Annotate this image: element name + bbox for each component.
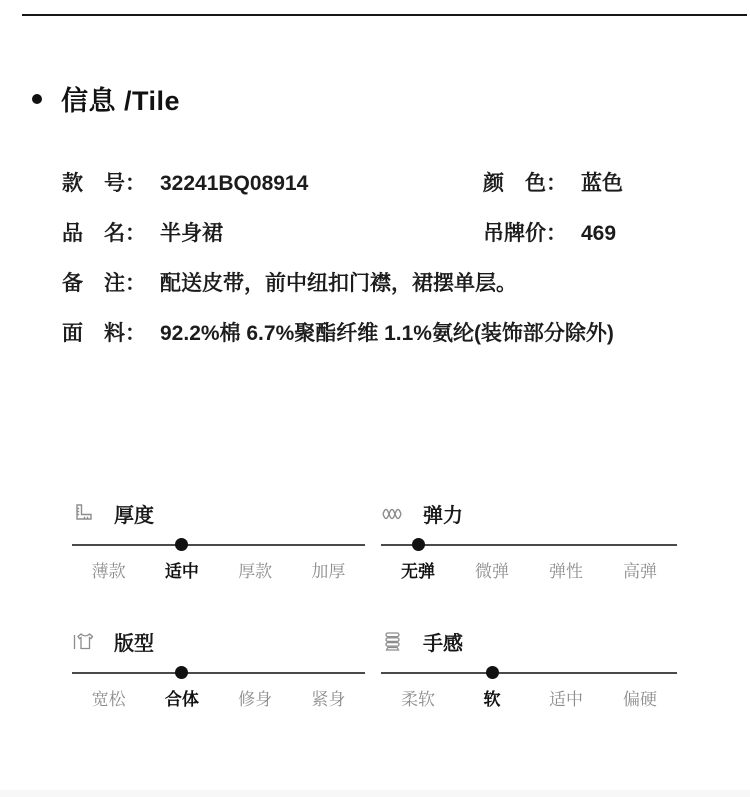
scale-option: 柔软 [401,690,435,709]
scale-indicator-dot [175,538,188,551]
remarks-value: 配送皮带，前中纽扣门襟，裙摆单层。 [160,272,517,295]
scale-option: 修身 [238,690,273,709]
attribute-title: 厚度 [114,504,154,527]
attribute-title: 弹力 [423,504,463,527]
bullet-icon [32,94,42,104]
field-row-color [483,170,623,198]
field-row-remarks [62,270,730,298]
scale-option: 高弹 [623,562,657,581]
fabric-value: 92.2%棉 6.7%聚酯纤维 1.1%氨纶(装饰部分除外) [160,322,614,345]
attribute-section-thickness [72,501,365,582]
tag-price-value: 469 [581,222,617,245]
scale-option: 加厚 [311,562,346,581]
scale-option: 合体 [164,690,199,709]
product-fields [62,170,730,370]
scale-option: 弹性 [549,562,583,581]
attribute-header [381,501,677,525]
bottom-edge-strip [0,790,750,797]
ruler-square-icon [72,502,94,524]
attribute-scales [72,501,677,710]
tshirt-icon [72,630,94,652]
field-label-product-name: 品 名： [62,222,146,245]
attribute-header [72,501,365,525]
scale-option: 适中 [164,562,199,581]
attribute-section-fit [72,629,365,710]
scale-indicator-dot [175,666,188,679]
scale-option: 适中 [549,690,583,709]
field-label-color: 颜 色： [483,172,567,195]
attribute-header [381,629,677,653]
attribute-title: 手感 [423,632,463,655]
field-label-remarks: 备 注： [62,272,146,295]
field-label-fabric: 面 料： [62,322,146,345]
attribute-header [72,629,365,653]
scale-track [72,544,365,546]
top-divider [22,14,747,16]
scale-option: 微弹 [475,562,509,581]
product-name-value: 半身裙 [160,222,223,245]
scale-option: 紧身 [311,690,346,709]
field-row-product-name [62,220,730,248]
scale-option: 宽松 [91,690,126,709]
section-title: 信息 /Tile [61,86,181,116]
attribute-section-feel [381,629,677,710]
scale-option: 无弹 [401,562,435,581]
fabric-stack-icon [381,630,403,652]
section-heading [32,79,180,118]
scale-track [72,672,365,674]
field-row-tag-price [483,220,616,248]
scale-options [72,689,365,710]
field-row-style-number [62,170,730,198]
scale-indicator-dot [412,538,425,551]
scale-option: 偏硬 [623,690,657,709]
field-label-tag-price: 吊牌价： [483,222,567,245]
style-number-value: 32241BQ08914 [160,172,309,195]
color-value: 蓝色 [581,172,623,195]
scale-options [381,561,677,582]
field-label-style-number: 款 号： [62,172,146,195]
wave-icon [381,502,403,524]
attribute-title: 版型 [114,632,154,655]
scale-indicator-dot [486,666,499,679]
scale-track [381,544,677,546]
attribute-section-elasticity [381,501,677,582]
field-row-fabric [62,320,730,348]
scale-option: 薄款 [91,562,126,581]
scale-option: 厚款 [238,562,273,581]
scale-option: 软 [483,690,501,709]
scale-options [381,689,677,710]
scale-options [72,561,365,582]
scale-track [381,672,677,674]
